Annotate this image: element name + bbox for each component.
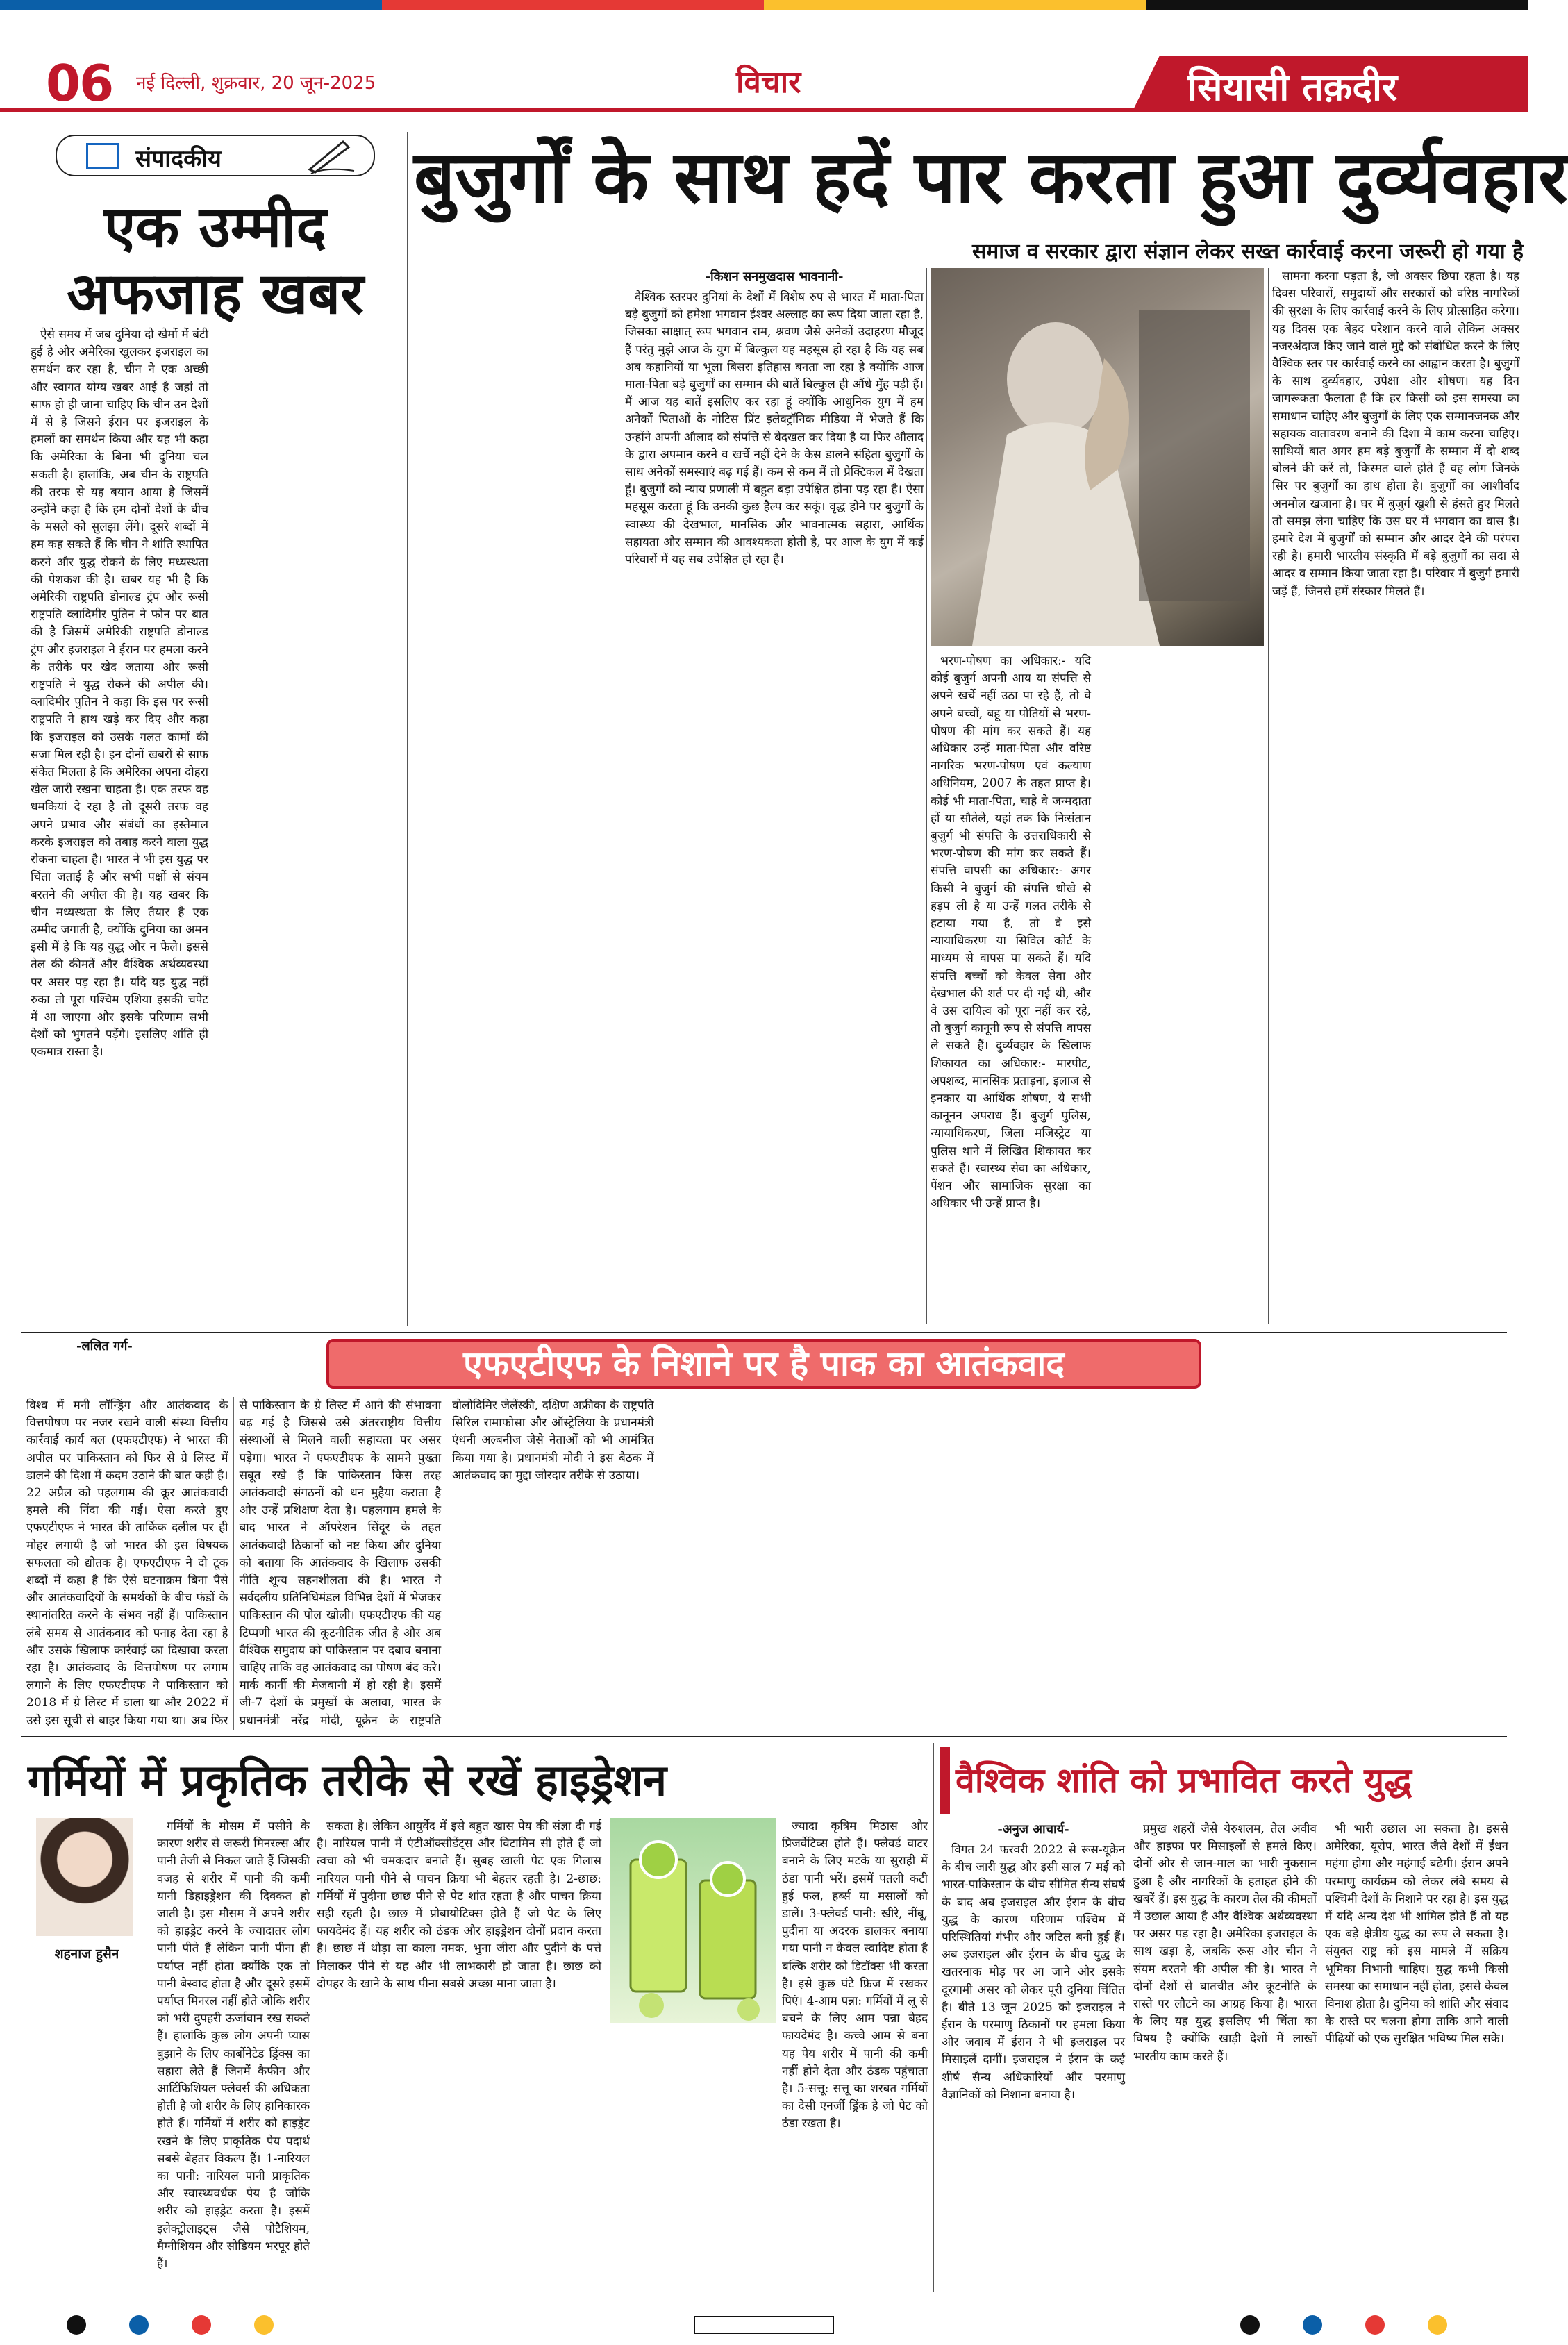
hydration-body-c: ज्यादा कृत्रिम मिठास और प्रिजर्वेटिव्स होते हैं। फ्लेवर्ड वाटर बनाने के लिए मटके या सुराही में ठंडा पानी भरें। इसमें पतली कटी हुई फल, हर्ब्स या मसालों को डालें। 3-फ्लेवर्ड पानी: खीरे, नींबू, पुदीना या अदरक डालकर बनाया गया पानी न केवल स्वादिष्ट होता है बल्कि शरीर को डिटॉक्स भी करता है। इसे कुछ घंटे फ्रिज में रखकर पिएं। 4-आम पन्ना: गर्मियों में लू से बचने के लिए आम पन्ना बेहद फायदेमंद है। कच्चे आम से बना यह पेय शरीर में पानी की कमी नहीं होने देता और ठंडक पहुंचाता है। 5-सत्तू: सत्तू का शरबत गर्मियों का देसी एनर्जी ड्रिंक है जो पेट को ठंडा रखता है।: [782, 1819, 928, 2131]
editorial-icon-square: [86, 143, 119, 169]
mid-divider: [933, 1743, 934, 2292]
lead-divider-1: [926, 268, 927, 1324]
hydration-body-a: गर्मियों के मौसम में पसीने के कारण शरीर से जरूरी मिनरल्स और पानी तेजी से निकल जाते हैं जिसकी वजह से शरीर में पानी की कमी यानी डिहाइड्रेशन की दिक्कत हो जाती है। इस मौसम में अपने शरीर को हाइड्रेट करने के ज्यादातर लोग पानी पीते हैं लेकिन पानी पीना ही पर्याप्त नहीं होता क्योंकि एक तो पानी बेस्वाद होता है और दूसरे इसमें पर्याप्त मिनरल नहीं होते जोकि शरीर को भरी दुपहरी ऊर्जावान रख सकते हैं। हालांकि कुछ लोग अपनी प्यास बुझाने के लिए कार्बोनेटेड ड्रिंक्स का सहारा लेते हैं जिनमें कैफीन और आर्टिफिशियल फ्लेवर्स की अधिकता होती है जो शरीर के लिए हानिकारक होते हैं। गर्मियों में शरीर को हाइड्रेट रखने के लिए प्राकृतिक पेय पदार्थ सबसे बेहतर विकल्प हैं। 1-नारियल का पानी: नारियल पानी प्राकृतिक और स्वास्थ्यवर्धक पेय है जोकि शरीर को हाइड्रेट करता है। इसमें इलेक्ट्रोलाइट्स जैसे पोटैशियम, मैग्नीशियम और सोडियम भरपूर होते हैं।: [157, 1819, 310, 2271]
author-photo: [36, 1818, 133, 1936]
hydration-body-b: सकता है। लेकिन आयुर्वेद में इसे बहुत खास पेय की संज्ञा दी गई है। नारियल पानी में एंटीऑक्सीडेंट्स और विटामिन सी होते हैं जो त्वचा को भी चमकदार बनाते हैं। सुबह खाली पेट एक गिलास नारियल पानी पीने से पाचन क्रिया भी बेहतर रहती है। 2-छाछ: गर्मियों में पुदीना छाछ पीने से पेट शांत रहता है और पाचन क्रिया सही रहती है। छाछ में प्रोबायोटिक्स होते हैं जो पेट के लिए फायदेमंद हैं। यह शरीर को ठंडक और हाइड्रेशन दोनों प्रदान करता है। छाछ में थोड़ा सा काला नमक, भुना जीरा और पुदीने के पत्ते मिलाकर पीने से यह और भी लाभकारी हो जाता है। छाछ को दोपहर के खाने के साथ पीना सबसे अच्छा माना जाता है।: [317, 1819, 601, 1991]
section-rule-2: [21, 1736, 1507, 1737]
footer-bar: [0, 2307, 1528, 2342]
hydration-body-c2: [610, 2030, 776, 2290]
lead-photo: [931, 268, 1264, 646]
page-number: 06: [46, 54, 113, 112]
war-headline: वैश्विक शांति को प्रभावित करते युद्ध: [956, 1760, 1412, 1801]
lead-col-a: [625, 268, 924, 1324]
lead-byline: -किशन सनमुखदास भावनानी-: [705, 269, 844, 284]
page-date: नई दिल्ली, शुक्रवार, 20 जून-2025: [136, 73, 376, 94]
lead-body-c: सामना करना पड़ता है, जो अक्सर छिपा रहता है। यह दिवस परिवारों, समुदायों और सरकारों को वरिष्ठ नागरिकों की सुरक्षा के लिए कार्रवाई करने के लिए प्रोत्साहित करेगा। यह दिवस एक बेहद परेशान करने वाले लेकिन अक्सर नजरअंदाज किए जाने वाले मुद्दे को संबोधित करने के लिए वैश्विक स्तर पर कार्रवाई करने का आह्वान करता है। बुजुर्गों के साथ दुर्व्यवहार, उपेक्षा और शोषण। यह दिन जागरूकता फैलाता है कि हर किसी को इस समस्या का समाधान चाहिए और बुजुर्गों के लिए एक सम्मानजनक और सहायक वातावरण बनाने की दिशा में काम करना चाहिए। साथियों बात अगर हम बड़े बुजुर्गों के सम्मान में दो शब्द बोलने की करें तो, किस्मत वाले होते हैं वह लोग जिनके सिर पर बुजुर्गों का हाथ होता है। बुजुर्गों का आशीर्वाद अनमोल खजाना है। घर में बुजुर्ग खुशी से हंसते हुए मिलते तो समझ लेना चाहिए कि उस घर में भगवान का वास है। हमारे देश में बुजुर्गों को सम्मान और आदर देने की परंपरा रही है। हमारी भारतीय संस्कृति में बड़े बुजुर्गों का सदा से आदर व सम्मान किया जाता रहा है। परिवार में बुजुर्ग हमारी जड़ें हैं, जिनसे हमें संस्कार मिलते हैं।: [1272, 269, 1519, 599]
editorial-body: ऐसे समय में जब दुनिया दो खेमों में बंटी हुई है और अमेरिका खुलकर इजराइल का समर्थन कर रहा है, चीन ने एक अच्छी और स्वागत योग्य खबर आई है जहां तो साफ हो ही जाना चाहिए कि चीन उन देशों में से है जिसने ईरान पर इजराइल के हमलों का समर्थन किया और यह भी कहा कि अमेरिका के बिना भी दुनिया चल सकती है। हालांकि, अब चीन के राष्ट्रपति की तरफ से यह बयान आया है जिसमें उन्होंने कहा है कि हम दोनों देशों के बीच के मसले को सुलझा लेंगे। दूसरे शब्दों में हम कह सकते हैं कि चीन ने शांति स्थापित करने और युद्ध रोकने के लिए मध्यस्थता की पेशकश की है। खबर यह भी है कि अमेरिकी राष्ट्रपति डोनाल्ड ट्रंप और रूसी राष्ट्रपति व्लादिमीर पुतिन ने फोन पर बात की है जिसमें अमेरिकी राष्ट्रपति डोनाल्ड ट्रंप और इजराइल ने ईरान पर हमला करने के तरीके पर खेद जताया और रूसी राष्ट्रपति ने युद्ध रोकने की अपील की। व्लादिमीर पुतिन ने कहा कि इस पर रूसी राष्ट्रपति ने हाथ खड़े कर दिए और कहा कि इजराइल को उसके गलत कामों की सजा मिल रही है। इन दोनों खबरों से साफ संकेत मिलता है कि अमेरिका अपना दोहरा खेल जारी रखना चाहता है। एक तरफ वह धमकियां दे रहा है तो दूसरी तरफ वह अपने प्रभाव और संबंधों का इस्तेमाल करके इजराइल को तबाह करने वाला युद्ध रोकना चाहता है। भारत ने भी इस युद्ध पर चिंता जताई है और सभी पक्षों से संयम बरतने की अपील की है। यह खबर कि चीन मध्यस्थता के लिए तैयार है एक उम्मीद जगाती है, क्योंकि दुनिया का अमन इसी में है कि यह युद्ध और न फैले। इससे तेल की कीमतें और वैश्विक अर्थव्यवस्था पर असर पड़ रहा है। यदि यह युद्ध नहीं रुका तो पूरा पश्चिम एशिया इसकी चपेट में आ जाएगा और इसके परिणाम सभी देशों को भुगतने पड़ेंगे। इसलिए शांति ही एकमात्र रास्ता है।: [31, 328, 208, 1060]
editorial-label: संपादकीय: [135, 145, 222, 173]
strip-byline: -ललित गर्ग-: [76, 1339, 133, 1353]
brand-title: सियासी तक़दीर: [1187, 65, 1398, 109]
drinks-photo: [610, 1818, 776, 2023]
lead-body-a: वैश्विक स्तरपर दुनियां के देशों में विशेष रुप से भारत में माता-पिता बड़े बुजुर्गों को हमेशा भगवान ईश्वर अल्लाह का रूप दिया जाता रहा है, जिसका साक्षात् रूप भगवान राम, श्रवण जैसे अनेकों उदाहरण मौजूद हैं परंतु मुझे आज के युग में बिल्कुल यह महसूस हो रहा है कि यह सब अब कहानियों या भूला बिसरा इतिहास बनता जा रहा है क्योंकि आज माता-पिता बड़े बुजुर्गों का सम्मान की बातें बिल्कुल ही औंधे मुँह पड़ी हैं। मैं आज यह बातें इसलिए कर रहा हूं क्योंकि आधुनिक युग में हम अनेकों पिताओं के नोटिस प्रिंट इलेक्ट्रॉनिक मीडिया में भेजते हैं कि उन्होंने अपनी औलाद को संपत्ति से बेदखल कर दिया है या फिर औलाद के द्वारा अपमान करने व खर्चे नहीं देने के केस डालने संहिता बुजुर्गों के साथ अनेकों समस्याएं बढ़ गई हैं। कम से कम मैं तो प्रेक्टिकल में देखता हूं। बुजुर्गों को न्याय प्रणाली में बहुत बड़ा उपेक्षित होना पड़ रहा है। ऐसा महसूस करता हूं कि उनकी कुछ हैल्प कर सकूं। वृद्ध होने पर बुजुर्गों के स्वास्थ्य की देखभाल, मानसिक और भावनात्मक सहारा, आर्थिक सहायता और सम्मान की आवश्यकता होती है, पर आज के युग में कई परिवारों में यह सब उपेक्षित हो रहा है।: [625, 290, 924, 567]
lead-subhead: समाज व सरकार द्वारा संज्ञान लेकर सख्त कार्रवाई करना जरूरी हो गया है: [972, 240, 1524, 264]
editorial-divider: [407, 132, 408, 1326]
top-color-bar: [0, 0, 1528, 10]
section-name: विचार: [736, 65, 801, 100]
hydration-body-a2: [28, 1965, 310, 2292]
war-body-b: प्रमुख शहरों जैसे येरुशलम, तेल अवीव और हाइफा पर मिसाइलों से हमले किए। दोनों ओर से जान-माल का भारी नुकसान हुआ है और नागरिकों के हताहत होने की खबरें हैं। इस युद्ध के कारण तेल की कीमतों में उछाल आया है और वैश्विक अर्थव्यवस्था पर असर पड़ रहा है। अमेरिका इजराइल के साथ खड़ा है, जबकि रूस और चीन ने संयम बरतने की अपील की है। भारत ने दोनों देशों से बातचीत और कूटनीति के रास्ते पर लौटने का आग्रह किया है। भारत के लिए यह युद्ध इसलिए भी चिंता का विषय है क्योंकि खाड़ी देशों में लाखों भारतीय काम करते हैं।: [1133, 1822, 1317, 2064]
hydration-headline: गर्मियों में प्रकृतिक तरीके से रखें हाइड्रेशन: [28, 1755, 667, 1805]
lead-divider-2: [1268, 268, 1269, 1324]
war-body-c: भी भारी उछाल आ सकता है। इससे अमेरिका, यूरोप, भारत जैसे देशों में ईंधन महंगा होगा और महंगाई बढ़ेगी। ईरान अपने परमाणु कार्यक्रम को लेकर लंबे समय से पश्चिमी देशों के निशाने पर रहा है। इस युद्ध में यदि अन्य देश भी शामिल होते हैं तो यह एक बड़े क्षेत्रीय युद्ध का रूप ले सकता है। संयुक्त राष्ट्र को इस मामले में सक्रिय भूमिका निभानी चाहिए। युद्ध कभी किसी समस्या का समाधान नहीं होता, इससे केवल विनाश होता है। दुनिया को शांति और संवाद के रास्ते पर चलना होगा ताकि आने वाली पीढ़ियों को एक सुरक्षित भविष्य मिल सके।: [1325, 1822, 1508, 2046]
lead-headline: बुजुर्गों के साथ हदें पार करता हुआ दुर्व्यवहार: [414, 135, 1568, 219]
war-byline: -अनुज आचार्य-: [997, 1822, 1069, 1837]
author-name: शहनाज हुसैन: [54, 1946, 119, 1962]
editorial-headline-1: एक उम्मीद: [103, 194, 327, 260]
war-body-a: विगत 24 फरवरी 2022 से रूस-यूक्रेन के बीच जारी युद्ध और इसी साल 7 मई को भारत-पाकिस्तान के बीच सीमित सैन्य संघर्ष के बाद अब इजराइल और ईरान के बीच युद्ध के कारण परिणाम पश्चिम में परिस्थितियां गंभीर और जटिल बनी हुई हैं। अब इजराइल और ईरान के बीच युद्ध के खतरनाक मोड़ पर आ जाने और इसके दूरगामी असर को लेकर पूरी दुनिया चिंतित है। बीते 13 जून 2025 को इजराइल ने ईरान के परमाणु ठिकानों पर हमला किया और जवाब में ईरान ने भी इजराइल पर मिसाइलें दागीं। इजराइल ने ईरान के कई शीर्ष सैन्य अधिकारियों और परमाणु वैज्ञानिकों को निशाना बनाया है।: [942, 1843, 1125, 2102]
strip-headline: एफएटीएफ के निशाने पर है पाक का आतंकवाद: [463, 1344, 1065, 1384]
lead-body-b: भरण-पोषण का अधिकार:- यदि कोई बुजुर्ग अपनी आय या संपत्ति से अपने खर्चे नहीं उठा पा रहे हैं, तो वे अपने बच्चों, बहू या पोतियों से भरण-पोषण की मांग कर सकते हैं। यह अधिकार उन्हें माता-पिता और वरिष्ठ नागरिक भरण-पोषण एवं कल्याण अधिनियम, 2007 के तहत प्राप्त है। कोई भी माता-पिता, चाहे वे जन्मदाता हों या सौतेले, यहां तक कि निःसंतान बुजुर्ग भी संपत्ति के उत्तराधिकारी से भरण-पोषण की मांग कर सकते हैं। संपत्ति वापसी का अधिकार:- अगर किसी ने बुजुर्ग की संपत्ति धोखे से हड़प ली है या उन्हें गलत तरीके से हटाया गया है, तो वे इसे न्यायाधिकरण या सिविल कोर्ट के माध्यम से वापस पा सकते हैं। यदि संपत्ति बच्चों को केवल सेवा और देखभाल की शर्त पर दी गई थी, और वे उस दायित्व को पूरा नहीं कर रहे, तो बुजुर्ग कानूनी रूप से संपत्ति वापस ले सकते हैं। दुर्व्यवहार के खिलाफ शिकायत का अधिकार:- मारपीट, अपशब्द, मानसिक प्रताड़ना, इलाज से इनकार या आर्थिक शोषण, ये सभी कानूनन अपराध हैं। बुजुर्ग पुलिस, न्यायाधिकरण, जिला मजिस्ट्रेट या पुलिस थाने में लिखित शिकायत कर सकते हैं। स्वास्थ्य सेवा का अधिकार, पेंशन और सामाजिक सुरक्षा का अधिकार भी उन्हें प्राप्त है।: [931, 654, 1091, 1211]
war-col-a: [942, 1821, 1125, 2293]
pen-icon: [306, 136, 361, 175]
editorial-headline-2: अफजाह खबर: [67, 261, 364, 327]
strip-body: विश्व में मनी लॉन्ड्रिंग और आतंकवाद के वित्तपोषण पर नजर रखने वाली संस्था वित्तीय कार्रवाई कार्य बल (एफएटीएफ) ने भारत की अपील पर पाकिस्तान को फिर से ग्रे लिस्ट में डालने की दिशा में कदम उठाने की बात कही है। 22 अप्रैल को पहलगाम की क्रूर आतंकवादी हमले की निंदा की गई। ऐसा करते हुए एफएटीएफ ने भारत की तार्किक दलील पर ही मोहर लगायी है जो भारत की इस विषयक सफलता को द्योतक है। एफएटीएफ ने दो टूक शब्दों में कहा है कि ऐसे घटनाक्रम बिना पैसे और आतंकवादियों के समर्थकों के बीच फंडों के स्थानांतरित करने के संभव नहीं हैं। पाकिस्तान लंबे समय से आतंकवाद को पनाह देता रहा है और उसके खिलाफ कार्रवाई का दिखावा करता रहा है। आतंकवाद के वित्तपोषण पर लगाम लगाने के लिए एफएटीएफ ने पाकिस्तान को 2018 में ग्रे लिस्ट में डाला था और 2022 में उसे इस सूची से बाहर किया गया था। अब फिर से पाकिस्तान के ग्रे लिस्ट में आने की संभावना बढ़ गई है जिससे उसे अंतरराष्ट्रीय वित्तीय संस्थाओं से मिलने वाली सहायता पर असर पड़ेगा। भारत ने एफएटीएफ के सामने पुख्ता सबूत रखे हैं कि पाकिस्तान किस तरह आतंकवादी संगठनों को धन मुहैया कराता है और उन्हें प्रशिक्षण देता है। पहलगाम हमले के बाद भारत ने ऑपरेशन सिंदूर के तहत आतंकवादी ठिकानों को नष्ट किया और दुनिया को बताया कि आतंकवाद के खिलाफ उसकी नीति शून्य सहनशीलता की है। भारत ने सर्वदलीय प्रतिनिधिमंडल विभिन्न देशों में भेजकर पाकिस्तान की पोल खोली। एफएटीएफ की यह टिप्पणी भारत की कूटनीतिक जीत है और अब वैश्विक समुदाय को पाकिस्तान पर दबाव बनाना चाहिए ताकि वह आतंकवाद का पोषण बंद करे। मार्क कार्नी की मेजबानी में हो रही है। इसमें जी-7 देशों के प्रमुखों के अलावा, भारत के प्रधानमंत्री नरेंद्र मोदी, यूक्रेन के राष्ट्रपति वोलोदिमिर जेलेंस्की, दक्षिण अफ्रीका के राष्ट्रपति सिरिल रामाफोसा और ऑस्ट्रेलिया के प्रधानमंत्री एंथनी अल्बनीज जैसे नेताओं को भी आमंत्रित किया गया है। प्रधानमंत्री मोदी ने इस बैठक में आतंकवाद का मुद्दा जोरदार तरीके से उठाया।: [26, 1399, 654, 1728]
section-rule-1: [21, 1332, 1507, 1333]
